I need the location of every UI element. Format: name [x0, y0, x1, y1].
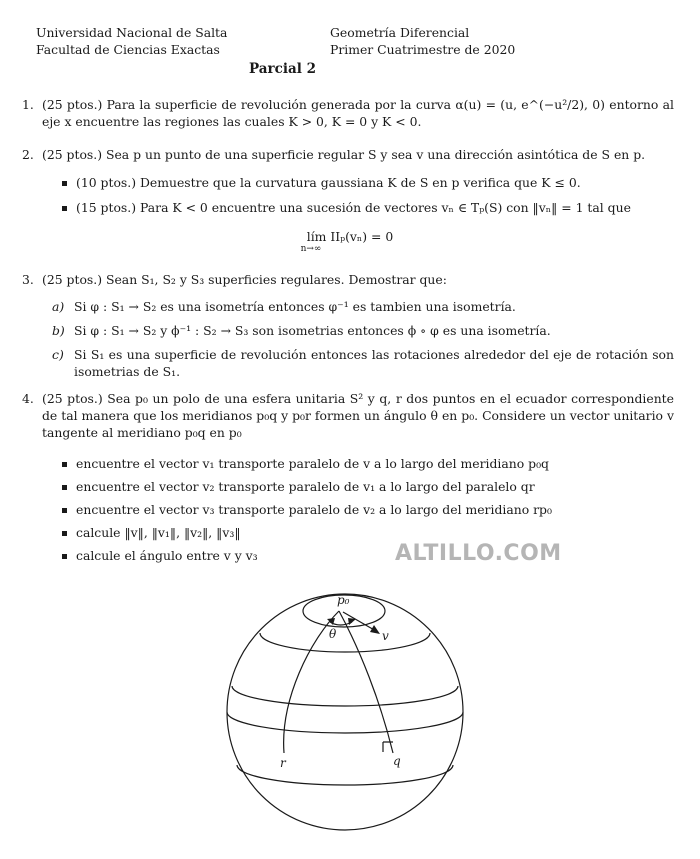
university-name: Universidad Nacional de Salta	[36, 25, 228, 40]
limit-expression: lím IIₚ(vₙ) = 0	[306, 229, 394, 244]
label-q: q	[393, 754, 401, 768]
label-v: v	[382, 629, 389, 643]
course-name: Geometría Diferencial	[330, 25, 470, 40]
item-label: a)	[52, 299, 65, 314]
limit-subscript: n→∞	[300, 244, 322, 254]
problem-number: 1.	[22, 97, 34, 112]
problem-number: 4.	[22, 391, 34, 406]
problem-text: (25 ptos.) Para la superficie de revolución generada por la curva α(u) = (u, e^(−u²/2), 0) entorno al eje x encuentre las regiones las cuales K > 0, K = 0 y K < 0.	[42, 97, 674, 129]
problem-text: (25 ptos.) Sea p un punto de una superficie regular S y sea v una dirección asintótica de S en p.	[42, 147, 646, 162]
bullet-text: encuentre el vector v₂ transporte paralelo de v₁ a lo largo del paralelo qr	[76, 479, 535, 494]
problem-number: 2.	[22, 147, 34, 162]
label-p0: p₀	[337, 593, 350, 607]
item-label: b)	[52, 323, 65, 338]
bullet-text: encuentre el vector v₁ transporte paralelo de v a lo largo del meridiano p₀q	[76, 456, 549, 471]
bullet-text: (10 ptos.) Demuestre que la curvatura gaussiana K de S en p verifica que K ≤ 0.	[76, 175, 581, 190]
arrowhead-icon	[348, 618, 356, 625]
exam-title: Parcial 2	[249, 61, 316, 77]
faculty-name: Facultad de Ciencias Exactas	[36, 42, 220, 57]
problem-number: 3.	[22, 272, 34, 287]
parallel-line	[260, 633, 430, 652]
watermark: ALTILLO.COM	[395, 541, 562, 566]
term-name: Primer Cuatrimestre de 2020	[330, 42, 516, 57]
bullet-text: calcule el ángulo entre v y v₃	[76, 548, 258, 563]
arrowhead-icon	[370, 625, 380, 634]
item-label: c)	[52, 347, 64, 362]
parallel-line	[232, 686, 458, 706]
bullet-text: calcule ‖v‖, ‖v₁‖, ‖v₂‖, ‖v₃‖	[76, 525, 241, 540]
bullet-text: encuentre el vector v₃ transporte paralelo de v₂ a lo largo del meridiano rp₀	[76, 502, 552, 517]
sphere-outline	[227, 594, 463, 830]
label-r: r	[280, 756, 286, 770]
label-theta: θ	[329, 627, 337, 641]
problem-text: (25 ptos.) Sea p₀ un polo de una esfera unitaria S² y q, r dos puntos en el ecuador correspondiente de tal manera que los meridianos p₀q y p₀r formen un ángulo θ en p₀. Considere un vector unitario v tangente al meridiano p₀q en p₀	[42, 391, 674, 440]
equator-line	[237, 765, 453, 785]
item-text: Si φ : S₁ → S₂ es una isometría entonces φ⁻¹ es tambien una isometría.	[74, 299, 516, 314]
item-text: Si S₁ es una superficie de revolución entonces las rotaciones alrededor del eje de rotación son isometrias de S₁.	[74, 347, 674, 379]
item-text: Si φ : S₁ → S₂ y ϕ⁻¹ : S₂ → S₃ son isometrias entonces ϕ ∘ φ es una isometría.	[74, 323, 551, 338]
bullet-text: (15 ptos.) Para K < 0 encuentre una sucesión de vectores vₙ ∈ Tₚ(S) con ‖vₙ‖ = 1 tal que	[76, 200, 631, 215]
parallel-line	[227, 712, 463, 733]
problem-text: (25 ptos.) Sean S₁, S₂ y S₃ superficies regulares. Demostrar que:	[42, 272, 447, 287]
